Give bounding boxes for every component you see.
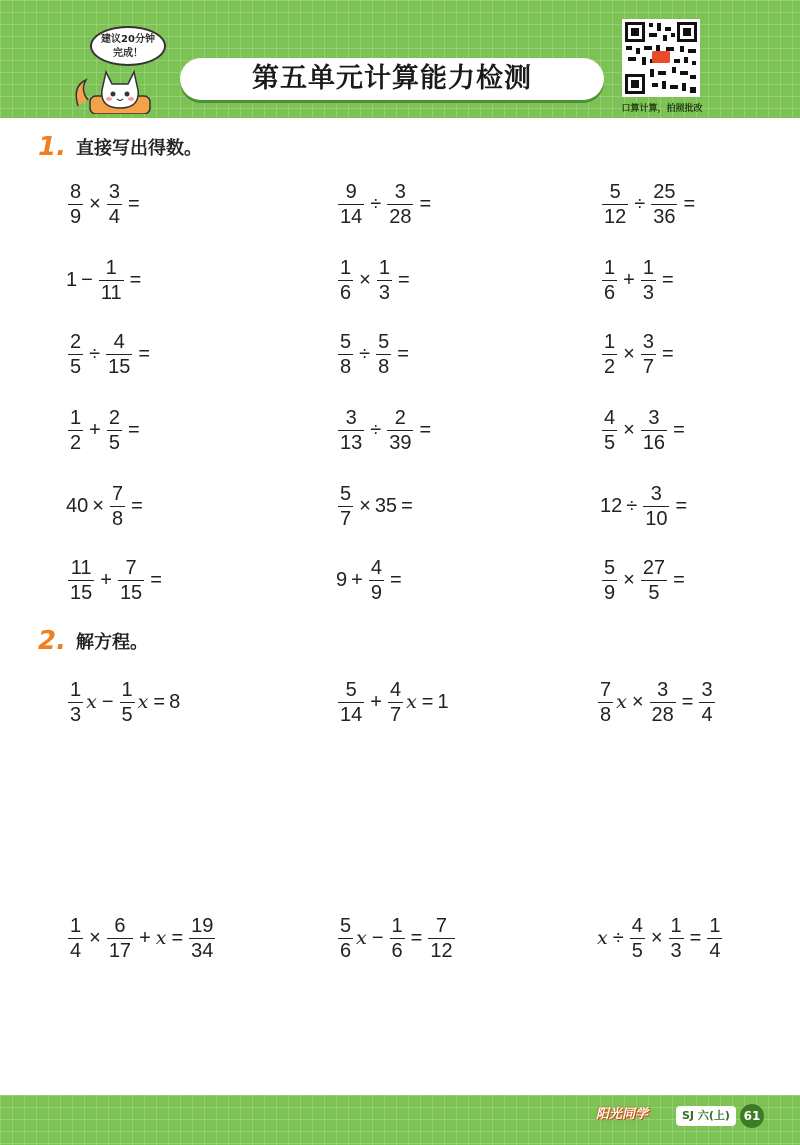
integer: 40 bbox=[66, 494, 89, 517]
operator: + bbox=[351, 568, 363, 591]
fraction: $\frac{2}{39}$ bbox=[389, 406, 412, 454]
fraction: $\frac{11}{15}$ bbox=[70, 556, 93, 604]
operator: + bbox=[139, 926, 151, 949]
operator: + bbox=[100, 568, 112, 591]
equals-sign: = bbox=[127, 192, 140, 215]
fraction: $\frac{1}{6}$ bbox=[340, 256, 352, 304]
problem-3-1 bbox=[66, 324, 154, 384]
operator: × bbox=[623, 418, 635, 441]
problem-4-2 bbox=[336, 400, 435, 460]
equation-1 bbox=[66, 672, 180, 732]
problem-1-3 bbox=[600, 174, 699, 234]
section-2-number: 2. bbox=[38, 626, 66, 656]
section-2-heading bbox=[38, 626, 148, 656]
equals-sign: = bbox=[689, 926, 702, 949]
bubble-line-2: 完成！ bbox=[113, 48, 143, 59]
problem-1-1 bbox=[66, 174, 144, 234]
equals-sign: = bbox=[171, 926, 184, 949]
operator: − bbox=[81, 268, 93, 291]
brand-logo: 阳光同学 bbox=[596, 1107, 649, 1122]
operator: ÷ bbox=[626, 494, 638, 517]
variable-x: x bbox=[597, 927, 608, 949]
fraction: $\frac{1}{4}$ bbox=[70, 914, 82, 962]
fraction: $\frac{25}{36}$ bbox=[653, 180, 676, 228]
operator: − bbox=[101, 690, 114, 713]
fraction: $\frac{1}{6}$ bbox=[604, 256, 616, 304]
qr-code-icon[interactable] bbox=[622, 19, 700, 97]
variable-x: x bbox=[155, 927, 167, 949]
variable-x: x bbox=[406, 691, 417, 713]
fraction: $\frac{1}{3}$ bbox=[378, 256, 390, 304]
fraction: $\frac{9}{14}$ bbox=[340, 180, 363, 228]
operator: × bbox=[89, 192, 101, 215]
problem-2-2 bbox=[336, 250, 414, 310]
operator: × bbox=[89, 926, 101, 949]
problem-5-2 bbox=[336, 476, 417, 536]
fraction: $\frac{5}{12}$ bbox=[604, 180, 627, 228]
equation-3 bbox=[596, 672, 717, 732]
equals-sign: = bbox=[153, 690, 166, 713]
fraction: $\frac{19}{34}$ bbox=[191, 914, 214, 962]
operator: × bbox=[359, 494, 371, 517]
fraction: $\frac{7}{15}$ bbox=[119, 556, 143, 604]
equation-5 bbox=[336, 908, 457, 968]
page-title: 第五单元计算能力检测 bbox=[180, 58, 604, 100]
equals-sign: = bbox=[397, 342, 409, 365]
operator: × bbox=[631, 690, 644, 713]
fraction: $\frac{7}{8}$ bbox=[600, 678, 612, 726]
operator: ÷ bbox=[359, 342, 371, 365]
equals-sign: = bbox=[127, 418, 140, 441]
fraction: $\frac{4}{5}$ bbox=[604, 406, 616, 454]
fraction: $\frac{4}{9}$ bbox=[370, 556, 382, 604]
equals-sign: = bbox=[673, 418, 685, 441]
fraction: $\frac{3}{7}$ bbox=[642, 330, 654, 378]
equals-sign: = bbox=[138, 342, 151, 365]
equals-sign: = bbox=[681, 690, 694, 713]
fraction: $\frac{27}{5}$ bbox=[642, 556, 666, 604]
problem-2-3 bbox=[600, 250, 678, 310]
section-1-heading bbox=[38, 132, 202, 162]
fraction: $\frac{2}{5}$ bbox=[70, 330, 82, 378]
operator: × bbox=[623, 342, 635, 365]
problem-3-2 bbox=[336, 324, 413, 384]
fraction: $\frac{3}{4}$ bbox=[108, 180, 120, 228]
integer: 1 bbox=[66, 268, 78, 291]
speech-bubble bbox=[90, 26, 166, 66]
fraction: $\frac{1}{11}$ bbox=[100, 256, 122, 304]
problem-4-3 bbox=[600, 400, 689, 460]
equals-sign: = bbox=[131, 494, 143, 517]
cat-mascot-icon bbox=[70, 66, 170, 114]
equals-sign: = bbox=[129, 268, 142, 291]
fraction: $\frac{5}{14}$ bbox=[340, 678, 363, 726]
equals-sign: = bbox=[419, 418, 432, 441]
problem-6-1 bbox=[66, 550, 166, 610]
operator: + bbox=[623, 268, 635, 291]
operator: + bbox=[89, 418, 101, 441]
fraction: $\frac{6}{17}$ bbox=[108, 914, 132, 962]
problem-4-1 bbox=[66, 400, 144, 460]
integer: 8 bbox=[169, 690, 181, 713]
fraction: $\frac{1}{2}$ bbox=[70, 406, 82, 454]
problem-2-1 bbox=[66, 250, 145, 310]
variable-x: x bbox=[137, 691, 149, 713]
fraction: $\frac{5}{7}$ bbox=[340, 482, 352, 530]
fraction: $\frac{1}{6}$ bbox=[391, 914, 403, 962]
integer: 1 bbox=[437, 690, 449, 713]
qr-caption: 口算计算，拍照批改 bbox=[621, 104, 703, 114]
edition-badge: SJ 六(上) bbox=[676, 1106, 736, 1126]
fraction: $\frac{5}{9}$ bbox=[604, 556, 616, 604]
equals-sign: = bbox=[661, 342, 674, 365]
fraction: $\frac{3}{16}$ bbox=[642, 406, 666, 454]
equals-sign: = bbox=[397, 268, 410, 291]
fraction: $\frac{1}{3}$ bbox=[642, 256, 654, 304]
equals-sign: = bbox=[401, 494, 413, 517]
operator: ÷ bbox=[370, 418, 382, 441]
integer: 9 bbox=[336, 568, 348, 591]
fraction: $\frac{1}{3}$ bbox=[70, 678, 82, 726]
operator: × bbox=[359, 268, 371, 291]
fraction: $\frac{7}{8}$ bbox=[111, 482, 124, 530]
problem-3-3 bbox=[600, 324, 678, 384]
problem-5-1 bbox=[66, 476, 147, 536]
equals-sign: = bbox=[419, 192, 432, 215]
equals-sign: = bbox=[675, 494, 688, 517]
section-1-number: 1. bbox=[38, 132, 66, 162]
operator: ÷ bbox=[370, 192, 382, 215]
fraction: $\frac{5}{8}$ bbox=[378, 330, 390, 378]
operator: × bbox=[650, 926, 663, 949]
equals-sign: = bbox=[683, 192, 696, 215]
fraction: $\frac{1}{3}$ bbox=[670, 914, 682, 962]
equation-6 bbox=[596, 908, 724, 968]
equals-sign: = bbox=[150, 568, 162, 591]
equals-sign: = bbox=[421, 690, 434, 713]
equation-4 bbox=[66, 908, 217, 968]
fraction: $\frac{3}{10}$ bbox=[645, 482, 668, 530]
equation-2 bbox=[336, 672, 449, 732]
operator: − bbox=[371, 926, 384, 949]
integer: 12 bbox=[600, 494, 623, 517]
problem-5-3 bbox=[600, 476, 691, 536]
bubble-line-1: 建议20分钟 bbox=[101, 34, 155, 45]
fraction: $\frac{1}{4}$ bbox=[709, 914, 721, 962]
fraction: $\frac{3}{13}$ bbox=[340, 406, 363, 454]
problem-6-2 bbox=[336, 550, 406, 610]
operator: × bbox=[623, 568, 635, 591]
variable-x: x bbox=[616, 691, 627, 713]
fraction: $\frac{4}{7}$ bbox=[389, 678, 402, 726]
fraction: $\frac{2}{5}$ bbox=[108, 406, 120, 454]
fraction: $\frac{7}{12}$ bbox=[430, 914, 453, 962]
section-2-label: 解方程。 bbox=[75, 632, 148, 653]
fraction: $\frac{5}{8}$ bbox=[340, 330, 352, 378]
section-1-label: 直接写出得数。 bbox=[75, 138, 202, 159]
fraction: $\frac{4}{15}$ bbox=[108, 330, 131, 378]
equals-sign: = bbox=[389, 568, 402, 591]
integer: 35 bbox=[374, 494, 398, 517]
fraction: $\frac{1}{2}$ bbox=[604, 330, 616, 378]
fraction: $\frac{4}{5}$ bbox=[631, 914, 643, 962]
problem-6-3 bbox=[600, 550, 689, 610]
fraction: $\frac{3}{28}$ bbox=[651, 678, 674, 726]
variable-x: x bbox=[86, 691, 97, 713]
fraction: $\frac{5}{6}$ bbox=[340, 914, 352, 962]
operator: ÷ bbox=[612, 926, 624, 949]
problem-1-2 bbox=[336, 174, 435, 234]
operator: × bbox=[92, 494, 104, 517]
equals-sign: = bbox=[410, 926, 423, 949]
page-number: 61 bbox=[740, 1104, 764, 1128]
fraction: $\frac{8}{9}$ bbox=[70, 180, 82, 228]
equals-sign: = bbox=[673, 568, 685, 591]
fraction: $\frac{3}{4}$ bbox=[701, 678, 713, 726]
operator: ÷ bbox=[634, 192, 646, 215]
operator: + bbox=[370, 690, 382, 713]
variable-x: x bbox=[356, 927, 367, 949]
fraction: $\frac{1}{5}$ bbox=[121, 678, 133, 726]
operator: ÷ bbox=[89, 342, 101, 365]
equals-sign: = bbox=[661, 268, 674, 291]
fraction: $\frac{3}{28}$ bbox=[389, 180, 412, 228]
